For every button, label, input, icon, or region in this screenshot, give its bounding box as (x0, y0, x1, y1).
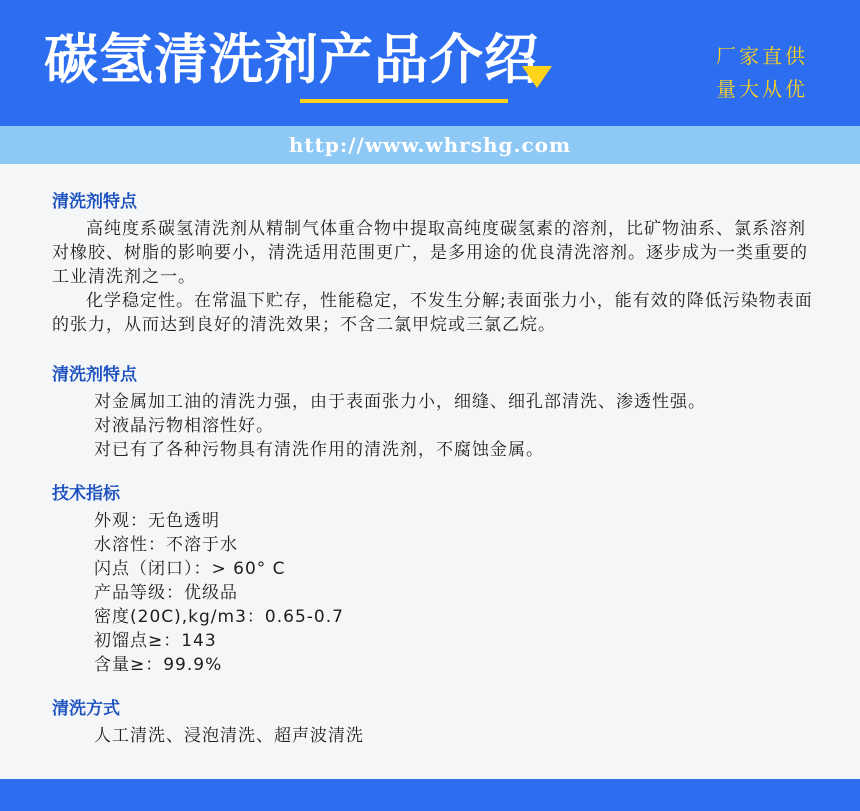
list-item: 对金属加工油的清洗力强，由于表面张力小，细缝、细孔部清洗、渗透性强。 (94, 392, 706, 412)
section-features (52, 190, 822, 337)
slogan-bulk-discount: 量大从优 (716, 77, 808, 101)
spec-item: 水溶性：不溶于水 (94, 535, 238, 555)
title-underline (300, 99, 508, 103)
list-item: 对液晶污物相溶性好。 (94, 416, 274, 436)
page-title: 碳氢清洗剂产品介绍 (44, 28, 539, 91)
list-item: 对已有了各种污物具有清洗作用的清洗剂，不腐蚀金属。 (94, 440, 544, 460)
paragraph: 化学稳定性。在常温下贮存，性能稳定，不发生分解;表面张力小，能有效的降低污染物表面的张力，从而达到良好的清洗效果；不含二氯甲烷或三氯乙烷。 (52, 291, 813, 335)
section-title: 清洗方式 (52, 699, 120, 719)
spec-item: 密度(20C),kg/m3：0.65-0.7 (94, 607, 344, 627)
product-content (52, 190, 822, 748)
spec-item: 初馏点≥：143 (94, 631, 217, 651)
slogan-direct-supply: 厂家直供 (716, 44, 808, 68)
triangle-down-icon (522, 66, 552, 88)
paragraph: 高纯度系碳氢清洗剂从精制气体重合物中提取高纯度碳氢素的溶剂，比矿物油系、氯系溶剂对橡胶、树脂的影响要小，清洗适用范围更广，是多用途的优良清洗溶剂。逐步成为一类重要的工业清洗剂之一。 (52, 219, 808, 287)
section-features-2 (52, 363, 822, 462)
header-banner (0, 0, 860, 126)
url-bar (0, 126, 860, 164)
section-cleaning-methods (52, 697, 822, 748)
spec-item: 外观：无色透明 (94, 511, 220, 531)
list-item: 人工清洗、浸泡清洗、超声波清洗 (94, 726, 364, 746)
website-url[interactable]: http://www.whrshg.com (288, 133, 572, 157)
section-title: 清洗剂特点 (52, 365, 137, 385)
section-title: 技术指标 (52, 484, 120, 504)
section-title: 清洗剂特点 (52, 192, 137, 212)
spec-item: 产品等级：优级品 (94, 583, 238, 603)
spec-item: 闪点（闭口）：> 60° C (94, 559, 286, 579)
spec-item: 含量≥：99.9% (94, 655, 223, 675)
footer-bar (0, 779, 860, 811)
section-specs (52, 482, 822, 677)
